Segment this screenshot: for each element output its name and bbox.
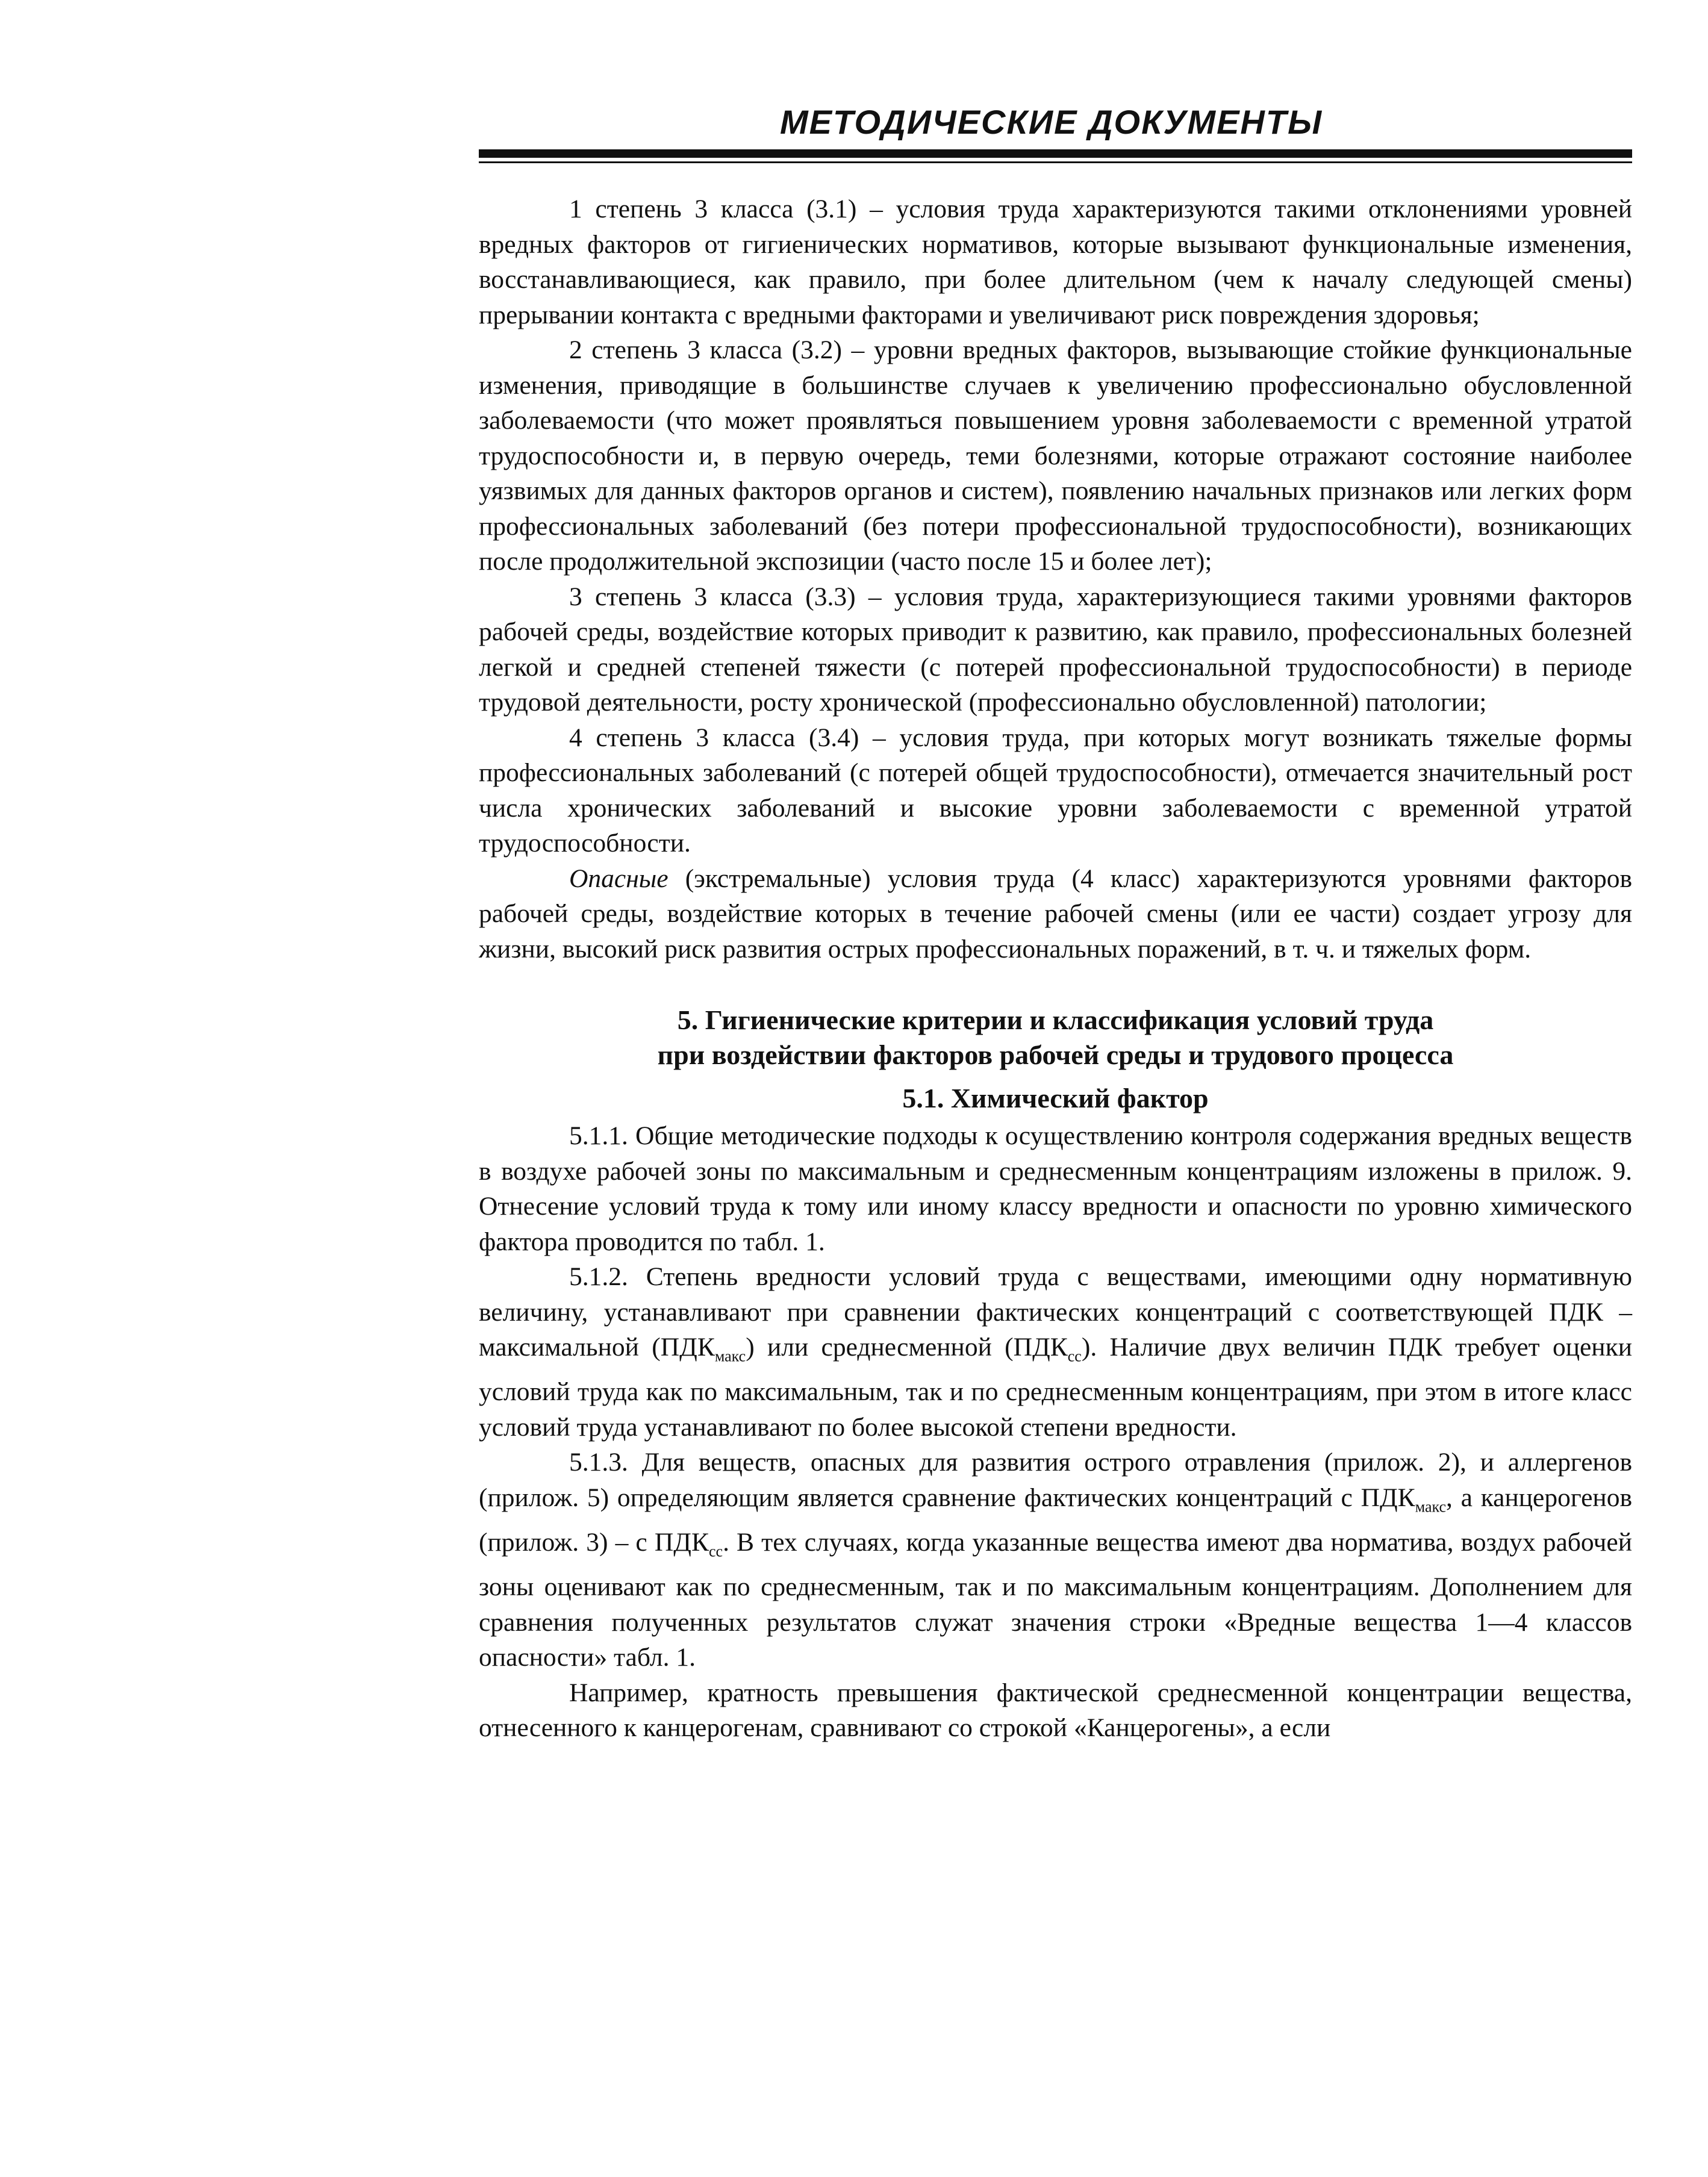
paragraph-class-3-3: 3 степень 3 класса (3.3) – условия труда, характеризующиеся такими уровнями факторов рабочей среды, воздействие которых приводит к развитию, как правило, профессиональных болезней легкой и средней степеней тяжести (с потерей профессиональной трудоспособности) в периоде трудовой деятельности, росту хронической (профессионально обусловленной) патологии;: [479, 582, 1632, 717]
subsection-title: 5.1. Химический фактор: [902, 1083, 1209, 1113]
subscript-ss: сс: [708, 1542, 723, 1560]
dangerous-term: Опасные: [569, 864, 669, 893]
paragraph-class-3-1: 1 степень 3 класса (3.1) – условия труда характеризуются такими отклонениями уровней вредных факторов от гигиенических нормативов, которые вызывают функциональные изменения, восстанавливающиеся, как правило, при более длительном (чем к началу следующей смены) прерывании контакта с вредными факторами и увеличивают риск повреждения здоровья;: [479, 195, 1632, 329]
section-title-line1: 5. Гигиенические критерии и классификация условий труда: [677, 1004, 1434, 1035]
paragraph-class-3-2: 2 степень 3 класса (3.2) – уровни вредных факторов, вызывающие стойкие функциональные изменения, приводящие в большинстве случаев к увеличению профессионально обусловленной заболеваемости (что может проявляться повышением уровня заболеваемости с временной утратой трудоспособности и, в первую очередь, теми болезнями, которые отражают состояние наиболее уязвимых для данных факторов органов и систем), появлению начальных признаков или легких форм профессиональных заболеваний (без потери профессиональной трудоспособности), возникающих после продолжительной экспозиции (часто после 15 и более лет);: [479, 335, 1632, 576]
paragraph-example: Например, кратность превышения фактической среднесменной концентрации вещества, отнесенного к канцерогенам, сравнивают со строкой «Канцерогены», а если: [479, 1678, 1632, 1743]
subscript-max: макс: [1415, 1498, 1447, 1516]
section-title: [479, 1003, 1632, 1073]
section-title-line2: при воздействии факторов рабочей среды и трудового процесса: [657, 1039, 1454, 1070]
paragraph-class-4: [479, 861, 1632, 967]
dangerous-text: (экстремальные) условия труда (4 класс) характеризуются уровнями факторов рабочей среды, воздействие которых в течение рабочей смены (или ее части) создает угрозу для жизни, высокий риск развития острых профессиональных поражений, в т. ч. и тяжелых форм.: [479, 864, 1632, 964]
paragraph-5-1-2: 5.1.2. Степень вредности условий труда с веществами, имеющими одну нормативную величину, устанавливают при сравнении фактических концентраций с соответствующей ПДК – максимальной $(ПДК_{макс})$ или среднесменной $(ПДК_{сс})$. Наличие двух величин ПДК требует оценки условий труда как по максимальным, так и по среднесменным концентрациям, при этом в итоге класс условий труда устанавливают по более высокой степени вредности.: [479, 1262, 1632, 1442]
subscript-ss: сс: [1067, 1347, 1082, 1365]
header-rule-thick: [479, 149, 1632, 158]
paragraph-5-1-3: 5.1.3. Для веществ, опасных для развития острого отравления (прилож. 2), и аллергенов (прилож. 5) определяющим является сравнение фактических концентраций с $ПДК_{макс}$, а канцерогенов (прилож. 3) – с $ПДК_{сс}$. В тех случаях, когда указанные вещества имеют два норматива, воздух рабочей зоны оценивают как по среднесменным, так и по максимальным концентрациям. Дополнением для сравнения полученных результатов служат значения строки «Вредные вещества 1—4 классов опасности» табл. 1.: [479, 1448, 1632, 1672]
header-rule-thin: [479, 161, 1632, 163]
running-header-title: МЕТОДИЧЕСКИЕ ДОКУМЕНТЫ: [780, 103, 1323, 141]
subscript-max: макс: [714, 1347, 746, 1365]
paragraph-class-3-4: 4 степень 3 класса (3.4) – условия труда, при которых могут возникать тяжелые формы профессиональных заболеваний (с потерей общей трудоспособности), отмечается значительный рост числа хронических заболеваний и высокие уровни заболеваемости с временной утратой трудоспособности.: [479, 723, 1632, 858]
paragraph-5-1-1: 5.1.1. Общие методические подходы к осуществлению контроля содержания вредных веществ в воздухе рабочей зоны по максимальным и среднесменным концентрациям изложены в прилож. 9. Отнесение условий труда к тому или иному классу вредности и опасности по уровню химического фактора проводится по табл. 1.: [479, 1121, 1632, 1256]
body-text: [479, 192, 1632, 1746]
